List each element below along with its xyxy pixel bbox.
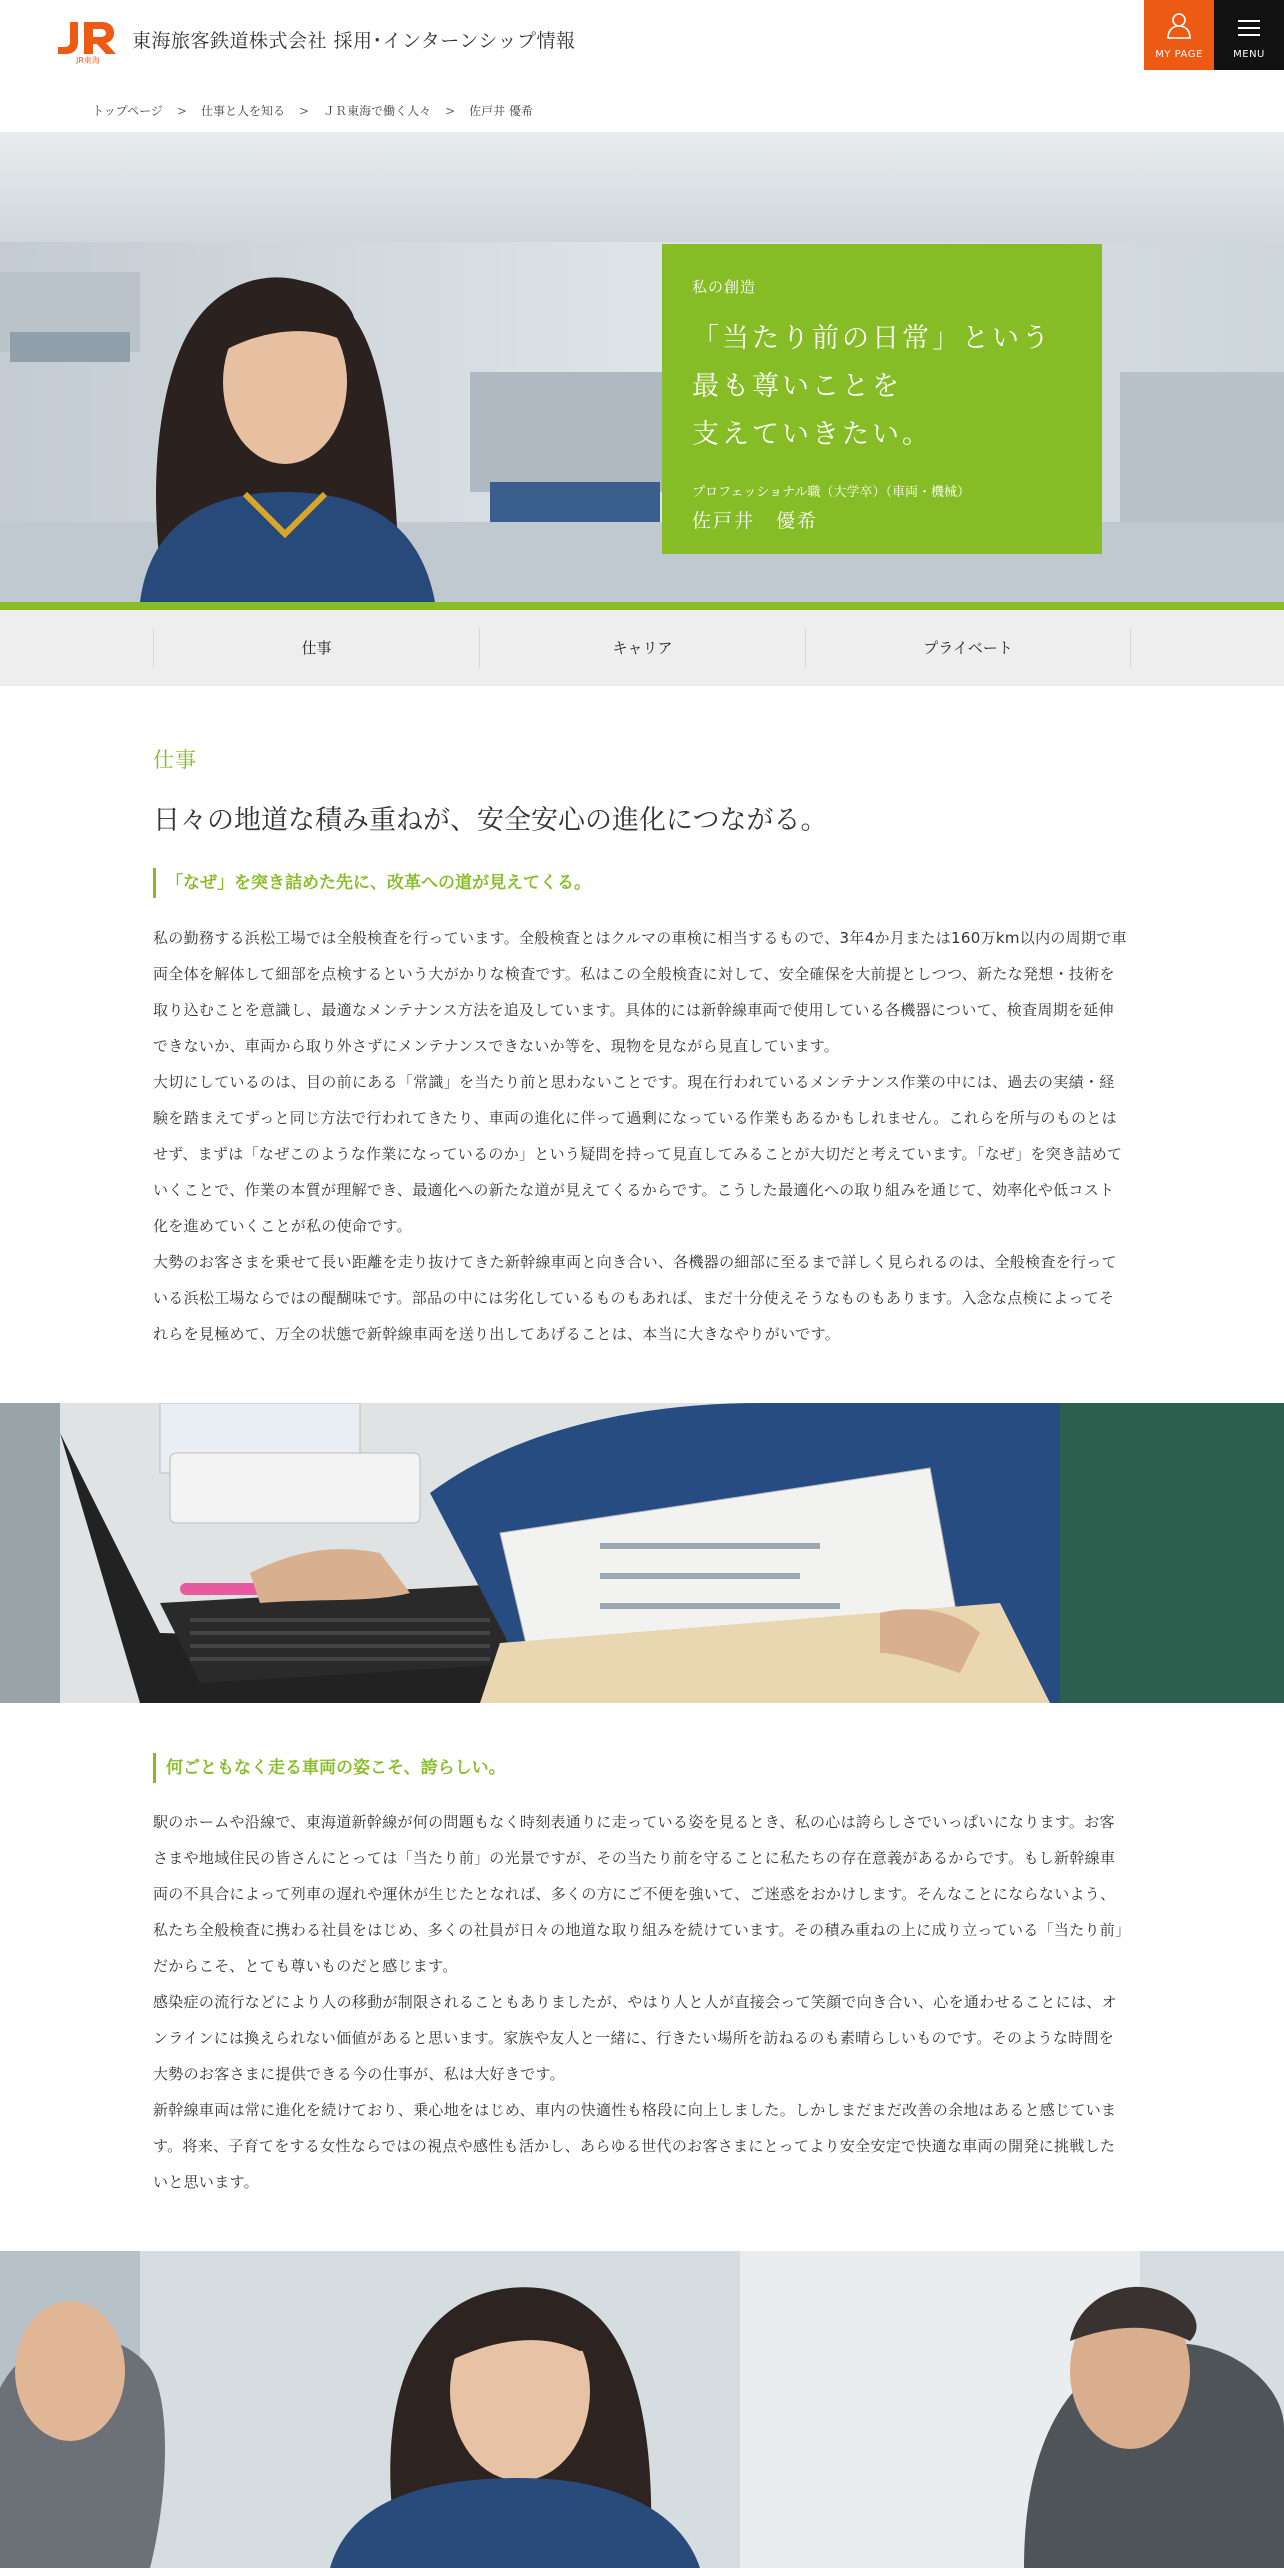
hero-quote [692, 315, 1072, 459]
tab-career[interactable]: キャリア [479, 628, 805, 668]
jr-central-logo[interactable] [56, 20, 116, 64]
section-heading: 日々の地道な積み重ねが、安全安心の進化につながる。 [153, 805, 828, 836]
employee-name: 佐戸井 優希 [692, 510, 819, 532]
paragraph: 大切にしているのは、目の前にある「常識」を当たり前と思わないことです。現在行われているメンテナンス作業の中には、過去の実績・経験を踏まえてずっと同じ方法で行われてきたり、車両の進化に伴って過剰になっている作業もあるかもしれません。これらを所与のものとはせず、まずは「なぜこのような作業になっているのか」という疑問を持って見直してみることが大切だと考えています。「なぜ」を突き詰めていくことで、作業の本質が理解でき、最適化への新たな道が見えてくるからです。こうした最適化への取り組みを通じて、効率化や低コスト化を進めていくことが私の使命です。 [153, 1073, 1123, 1235]
menu-button[interactable] [1214, 0, 1284, 70]
menu-label: MENU [1233, 49, 1265, 60]
desk-work-photo [0, 1403, 1284, 1703]
paragraph: 私の勤務する浜松工場では全般検査を行っています。全般検査とはクルマの車検に相当するもので、3年4か月または160万km以内の周期で車両全体を解体して細部を点検するという大がかりな検査です。私はこの全般検査に対して、安全確保を大前提としつつ、新たな発想・技術を取り込むことを意識し、最適なメンテナンス方法を追及しています。具体的には新幹線車両で使用している各機器について、検査周期を延伸できないか、車両から取り外さずにメンテナンスできないか等を、現物を見ながら見直しています。 [153, 929, 1127, 1055]
section-tabs [0, 610, 1284, 686]
paragraph: 新幹線車両は常に進化を続けており、乗心地をはじめ、車内の快適性も格段に向上しました。しかしまだまだ改善の余地はあると感じています。将来、子育てをする女性ならではの視点や感性も活かし、あらゆる世代のお客さまにとってより安全安定で快適な車両の開発に挑戦したいと思います。 [153, 2101, 1117, 2191]
hero-label: 私の創造 [692, 278, 757, 296]
paragraph: 大勢のお客さまを乗せて長い距離を走り抜けてきた新幹線車両と向き合い、各機器の細部に至るまで詳しく見られるのは、全般検査を行っている浜松工場ならではの醍醐味です。部品の中には劣化しているものもあれば、まだ十分使えそうなものもあります。入念な点検によってそれらを見極めて、万全の状態で新幹線車両を送り出してあげることは、本当に大きなやりがいです。 [153, 1253, 1117, 1343]
hero-quote-box [662, 244, 1102, 554]
section-label: 仕事 [153, 748, 197, 772]
work-photo [0, 1403, 1284, 1703]
employee-role: プロフェッショナル職（大学卒）（車両・機械） [692, 485, 970, 500]
breadcrumb [92, 102, 533, 119]
hero-quote-line: 最も尊いことを [692, 371, 902, 402]
hero-quote-line: 「当たり前の日常」という [692, 323, 1052, 354]
breadcrumb-separator: > [176, 104, 187, 118]
hero-section [0, 132, 1284, 602]
meeting-scene-photo [0, 2251, 1284, 2568]
mypage-label: MY PAGE [1155, 49, 1203, 60]
svg-text:JR東海: JR東海 [76, 56, 100, 64]
hamburger-icon [1214, 14, 1284, 54]
hero-accent-stripe [0, 602, 1284, 610]
paragraph: 駅のホームや沿線で、東海道新幹線が何の問題もなく時刻表通りに走っている姿を見るとき、私の心は誇らしさでいっぱいになります。お客さまや地域住民の皆さんにとっては「当たり前」の光景ですが、その当たり前を守ることに私たちの存在意義があるからです。もし新幹線車両の不具合によって列車の遅れや運休が生じたとなれば、多くの方にご不便を強いて、ご迷惑をおかけします。そんなことにならないよう、私たち全般検査に携わる社員をはじめ、多くの社員が日々の地道な取り組みを続けています。その積み重ねの上に成り立っている「当たり前」だからこそ、とても尊いものだと感じます。 [153, 1813, 1123, 1975]
tab-work[interactable]: 仕事 [153, 628, 479, 668]
mypage-button[interactable] [1144, 0, 1214, 70]
jr-logo-icon [56, 20, 116, 64]
paragraph: 感染症の流行などにより人の移動が制限されることもありましたが、やはり人と人が直接会って笑顔で向き合い、心を通わせることには、オンラインには換えられない価値があると思います。家族や友人と一緒に、行きたい場所を訪ねるのも素晴らしいものです。そのような時間を大勢のお客さまに提供できる今の仕事が、私は大好きです。 [153, 1993, 1117, 2083]
subheading: 何ごともなく走る車両の姿こそ、誇らしい。 [153, 1753, 506, 1783]
breadcrumb-item-people[interactable]: 仕事と人を知る [200, 104, 285, 118]
subheading: 「なぜ」を突き詰めた先に、改革への道が見えてくる。 [153, 868, 591, 898]
body-text-block [153, 920, 1129, 1352]
breadcrumb-separator: > [299, 104, 310, 118]
breadcrumb-item-workers[interactable]: ＪＲ東海で働く人々 [323, 104, 432, 118]
breadcrumb-item-top[interactable]: トップページ [92, 104, 163, 118]
body-text-block [153, 1804, 1129, 2200]
user-icon [1144, 8, 1214, 50]
breadcrumb-item-current: 佐戸井 優希 [469, 104, 533, 118]
site-header [0, 0, 1284, 92]
tab-private[interactable]: プライベート [805, 628, 1131, 668]
hero-quote-line: 支えていきたい。 [692, 419, 932, 450]
site-title[interactable]: 東海旅客鉄道株式会社 採用･インターンシップ情報 [132, 30, 576, 52]
breadcrumb-separator: > [445, 104, 456, 118]
meeting-photo [0, 2251, 1284, 2568]
